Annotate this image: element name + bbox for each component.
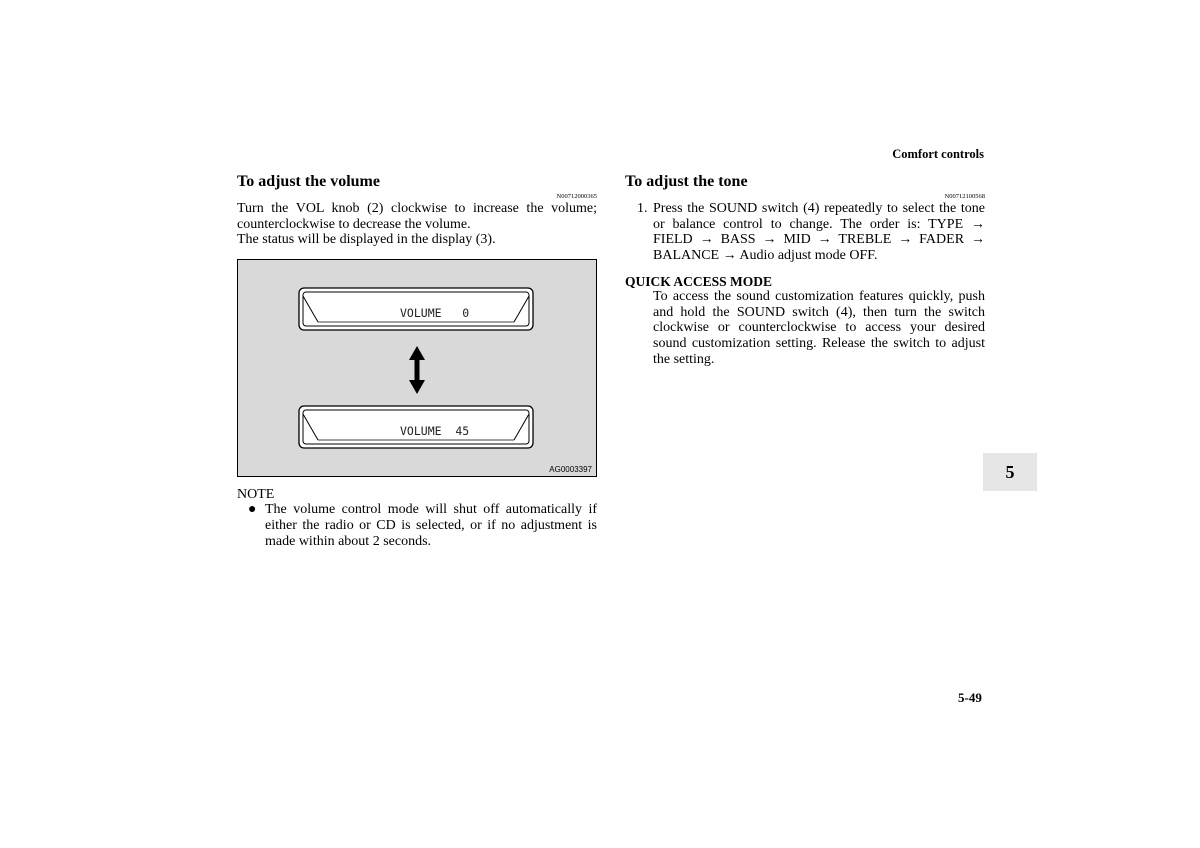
- note-heading: NOTE: [237, 487, 275, 503]
- display-top: [299, 288, 533, 330]
- tone-section: [625, 172, 985, 367]
- tone-steps: [625, 201, 985, 264]
- note-list: [237, 502, 597, 549]
- tone-doc-code: N00712100568: [944, 193, 985, 200]
- volume-doc-code: N00712000365: [556, 193, 597, 200]
- note-item: [237, 502, 597, 549]
- display-bottom: [299, 406, 533, 448]
- page-number: 5-49: [958, 690, 982, 705]
- display-top-text: VOLUME 0: [400, 306, 470, 321]
- note-item-text: The volume control mode will shut off automatically if either the radio or CD is selected, or if no adjustment is made within about 2 seconds.: [265, 502, 597, 549]
- bullet-icon: ●: [248, 502, 257, 518]
- figure-code: AG0003397: [549, 465, 592, 475]
- volume-section: [237, 172, 597, 549]
- volume-display-figure: [237, 259, 597, 477]
- quick-access-heading: QUICK ACCESS MODE: [625, 273, 773, 289]
- display-bottom-text: VOLUME 45: [400, 424, 470, 439]
- step-text: Press the SOUND switch (4) repeatedly to select the tone or balance control to change. The order is: TYPE → FIELD → BASS → MID → TREBLE → FADER → BALANCE → Audio adjust mode OFF.: [653, 201, 985, 264]
- tone-step: [625, 201, 985, 264]
- quick-access-body: To access the sound customization features quickly, push and hold the SOUND switch (4), then turn the switch clockwise or counterclockwise to access your desired sound customization setting. Release the switch to adjust the setting.: [653, 288, 985, 367]
- volume-paragraph-1: Turn the VOL knob (2) clockwise to increase the volume; counterclockwise to decrease the volume.: [237, 201, 597, 232]
- volume-paragraph-2: The status will be displayed in the display (3).: [237, 232, 496, 248]
- section-header: Comfort controls: [892, 147, 984, 161]
- display-illustration: [238, 260, 596, 476]
- volume-title: To adjust the volume: [237, 173, 380, 190]
- step-number: 1.: [637, 201, 648, 216]
- double-arrow-icon: [409, 346, 425, 394]
- chapter-tab: 5: [983, 453, 1037, 491]
- tone-title: To adjust the tone: [625, 173, 748, 190]
